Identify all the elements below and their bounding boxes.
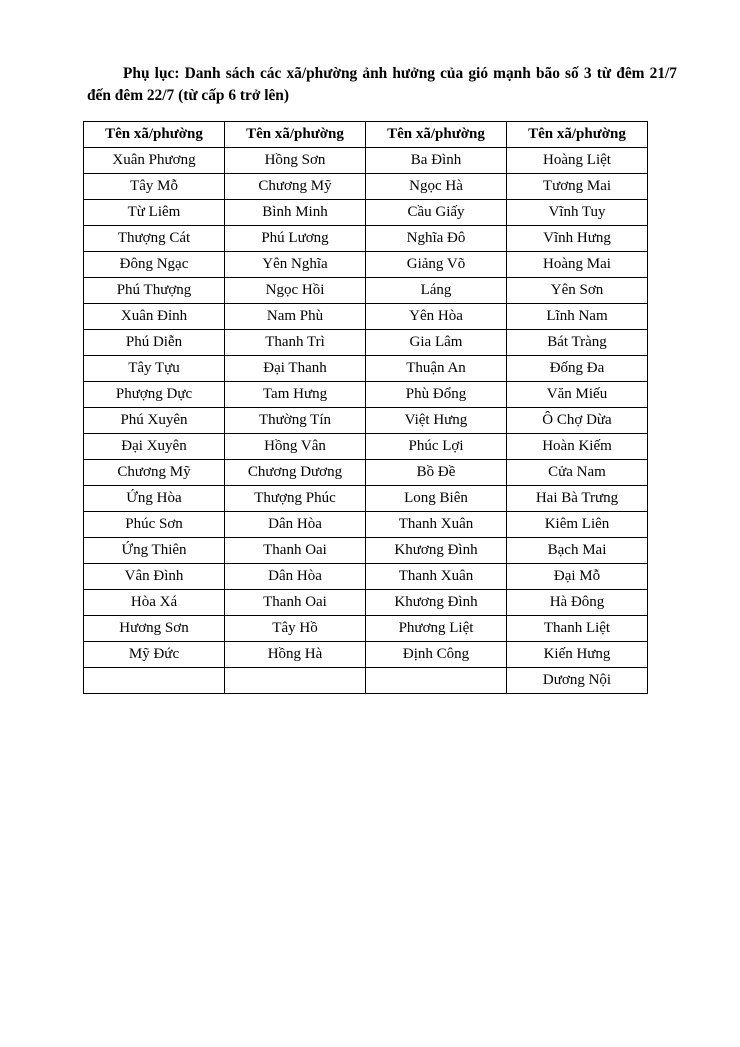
table-cell: Ba Đình	[366, 148, 507, 174]
table-cell: Phúc Sơn	[84, 512, 225, 538]
table-cell: Láng	[366, 278, 507, 304]
table-cell: Hà Đông	[507, 590, 648, 616]
table-cell: Giảng Võ	[366, 252, 507, 278]
table-row	[84, 668, 648, 694]
table-cell: Vĩnh Hưng	[507, 226, 648, 252]
table-cell: Xuân Phương	[84, 148, 225, 174]
table-row	[84, 590, 648, 616]
table-row	[84, 434, 648, 460]
table-cell: Hương Sơn	[84, 616, 225, 642]
table-cell: Thanh Liệt	[507, 616, 648, 642]
table-row	[84, 278, 648, 304]
table-row	[84, 564, 648, 590]
table-cell: Hai Bà Trưng	[507, 486, 648, 512]
table-body	[84, 148, 648, 694]
table-cell: Dân Hòa	[225, 512, 366, 538]
table-cell: Đại Xuyên	[84, 434, 225, 460]
table-row	[84, 460, 648, 486]
table-cell: Bạch Mai	[507, 538, 648, 564]
table-row	[84, 356, 648, 382]
table-cell: Kiến Hưng	[507, 642, 648, 668]
wards-table	[83, 121, 648, 694]
table-cell: Phúc Lợi	[366, 434, 507, 460]
table-row	[84, 304, 648, 330]
table-cell: Bồ Đề	[366, 460, 507, 486]
table-cell: Lĩnh Nam	[507, 304, 648, 330]
table-cell: Thường Tín	[225, 408, 366, 434]
table-cell: Thuận An	[366, 356, 507, 382]
table-cell: Văn Miếu	[507, 382, 648, 408]
table-cell: Đại Mỗ	[507, 564, 648, 590]
table-cell: Ngọc Hà	[366, 174, 507, 200]
table-cell: Kiêm Liên	[507, 512, 648, 538]
table-cell: Khương Đình	[366, 538, 507, 564]
table-cell: Phú Xuyên	[84, 408, 225, 434]
table-cell: Thanh Oai	[225, 538, 366, 564]
table-cell: Bình Minh	[225, 200, 366, 226]
table-cell: Khương Đình	[366, 590, 507, 616]
table-cell: Cửa Nam	[507, 460, 648, 486]
table-cell: Đại Thanh	[225, 356, 366, 382]
table-cell: Hồng Vân	[225, 434, 366, 460]
table-cell: Tương Mai	[507, 174, 648, 200]
table-cell: Tây Tựu	[84, 356, 225, 382]
column-header: Tên xã/phường	[366, 122, 507, 148]
table-cell: Hồng Sơn	[225, 148, 366, 174]
table-cell: Ứng Thiên	[84, 538, 225, 564]
table-row	[84, 642, 648, 668]
table-row	[84, 538, 648, 564]
table-cell: Dương Nội	[507, 668, 648, 694]
column-header: Tên xã/phường	[84, 122, 225, 148]
table-cell: Thanh Xuân	[366, 564, 507, 590]
table-cell: Tây Hồ	[225, 616, 366, 642]
column-header: Tên xã/phường	[507, 122, 648, 148]
table-header-row	[84, 122, 648, 148]
table-cell: Phương Liệt	[366, 616, 507, 642]
table-cell: Từ Liêm	[84, 200, 225, 226]
table-cell	[225, 668, 366, 694]
table-row	[84, 408, 648, 434]
table-cell: Vĩnh Tuy	[507, 200, 648, 226]
table-row	[84, 382, 648, 408]
table-cell: Việt Hưng	[366, 408, 507, 434]
table-row	[84, 148, 648, 174]
table-cell: Ô Chợ Dừa	[507, 408, 648, 434]
table-cell: Tam Hưng	[225, 382, 366, 408]
table-cell: Nghĩa Đô	[366, 226, 507, 252]
table-cell: Hoàng Liệt	[507, 148, 648, 174]
table-row	[84, 512, 648, 538]
table-cell: Chương Dương	[225, 460, 366, 486]
table-cell: Cầu Giấy	[366, 200, 507, 226]
table-row	[84, 616, 648, 642]
table-cell: Long Biên	[366, 486, 507, 512]
table-cell: Yên Sơn	[507, 278, 648, 304]
table-row	[84, 174, 648, 200]
table-cell: Thượng Cát	[84, 226, 225, 252]
table-cell: Ứng Hòa	[84, 486, 225, 512]
table-cell: Thanh Trì	[225, 330, 366, 356]
table-row	[84, 330, 648, 356]
table-cell: Chương Mỹ	[225, 174, 366, 200]
table-row	[84, 226, 648, 252]
table-cell: Đống Đa	[507, 356, 648, 382]
table-row	[84, 486, 648, 512]
table-cell: Xuân Đỉnh	[84, 304, 225, 330]
table-cell: Dân Hòa	[225, 564, 366, 590]
table-cell: Đông Ngạc	[84, 252, 225, 278]
table-cell: Hoàng Mai	[507, 252, 648, 278]
table-cell: Yên Nghĩa	[225, 252, 366, 278]
table-cell: Thanh Oai	[225, 590, 366, 616]
table-cell: Hoàn Kiếm	[507, 434, 648, 460]
table-cell: Hòa Xá	[84, 590, 225, 616]
table-cell: Phú Diễn	[84, 330, 225, 356]
table-row	[84, 200, 648, 226]
table-cell: Phú Thượng	[84, 278, 225, 304]
table-cell	[366, 668, 507, 694]
table-row	[84, 252, 648, 278]
table-cell: Yên Hòa	[366, 304, 507, 330]
table-cell: Phú Lương	[225, 226, 366, 252]
appendix-heading: Phụ lục: Danh sách các xã/phường ảnh hưởng của gió mạnh bão số 3 từ đêm 21/7 đến đêm 22/7 (từ cấp 6 trở lên)	[87, 65, 677, 104]
table-cell: Nam Phù	[225, 304, 366, 330]
table-cell: Mỹ Đức	[84, 642, 225, 668]
table-cell: Bát Tràng	[507, 330, 648, 356]
table-cell: Vân Đình	[84, 564, 225, 590]
table-cell: Phù Đổng	[366, 382, 507, 408]
table-cell	[84, 668, 225, 694]
table-cell: Định Công	[366, 642, 507, 668]
table-cell: Hồng Hà	[225, 642, 366, 668]
table-cell: Phượng Dực	[84, 382, 225, 408]
table-cell: Thượng Phúc	[225, 486, 366, 512]
table-cell: Gia Lâm	[366, 330, 507, 356]
column-header: Tên xã/phường	[225, 122, 366, 148]
table-cell: Ngọc Hồi	[225, 278, 366, 304]
table-cell: Chương Mỹ	[84, 460, 225, 486]
table-cell: Tây Mỗ	[84, 174, 225, 200]
table-cell: Thanh Xuân	[366, 512, 507, 538]
